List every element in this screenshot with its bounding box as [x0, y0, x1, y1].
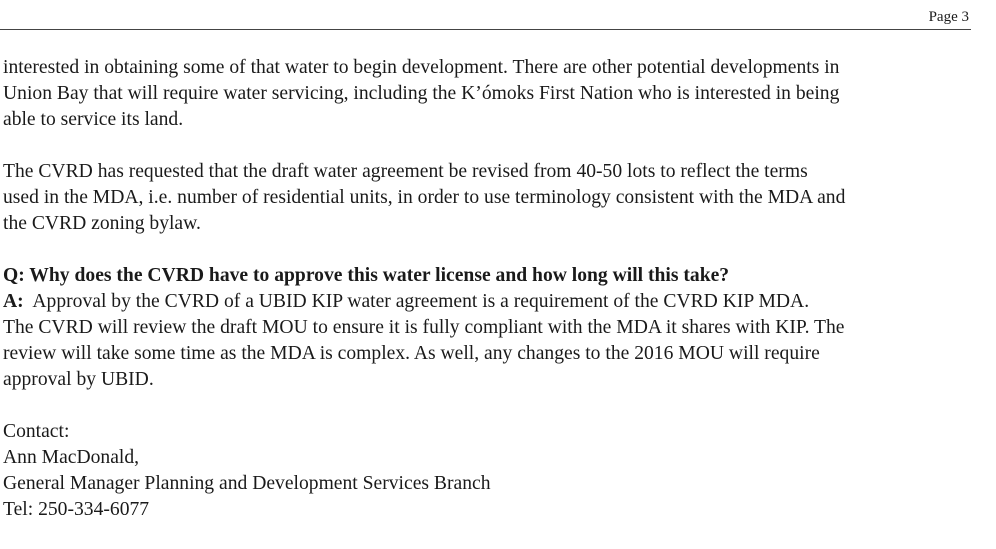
- text-line: interested in obtaining some of that water to begin development. There are other potential developments in: [3, 57, 840, 78]
- contact-title: General Manager Planning and Development Services Branch: [3, 473, 491, 494]
- answer-prefix: A:: [3, 291, 24, 312]
- contact-name: Ann MacDonald,: [3, 447, 140, 468]
- text-line: review will take some time as the MDA is complex. As well, any changes to the 2016 MOU will require: [3, 343, 820, 364]
- paragraph-agreement-revision: [3, 159, 988, 237]
- answer-text: Approval by the CVRD of a UBID KIP water agreement is a requirement of the CVRD KIP MDA.: [23, 291, 810, 312]
- question-heading: Q: Why does the CVRD have to approve this water license and how long will this take?: [3, 265, 730, 286]
- page-header: [0, 0, 971, 30]
- text-line: used in the MDA, i.e. number of residential units, in order to use terminology consistent with the MDA and: [3, 187, 846, 208]
- text-line: approval by UBID.: [3, 369, 154, 390]
- contact-block: [3, 419, 988, 523]
- page-number: Page 3: [928, 9, 969, 25]
- text-line: The CVRD has requested that the draft water agreement be revised from 40-50 lots to reflect the terms: [3, 161, 808, 182]
- qa-block: [3, 263, 988, 393]
- contact-label: Contact:: [3, 421, 70, 442]
- text-line: Union Bay that will require water servicing, including the K’ómoks First Nation who is interested in being: [3, 83, 840, 104]
- contact-phone: Tel: 250-334-6077: [3, 499, 150, 520]
- document-body: [3, 55, 988, 549]
- text-line: The CVRD will review the draft MOU to ensure it is fully compliant with the MDA it shares with KIP. The: [3, 317, 845, 338]
- paragraph-water-development: [3, 55, 988, 133]
- answer-first-line: [3, 289, 988, 315]
- text-line: the CVRD zoning bylaw.: [3, 213, 201, 234]
- text-line: able to service its land.: [3, 109, 184, 130]
